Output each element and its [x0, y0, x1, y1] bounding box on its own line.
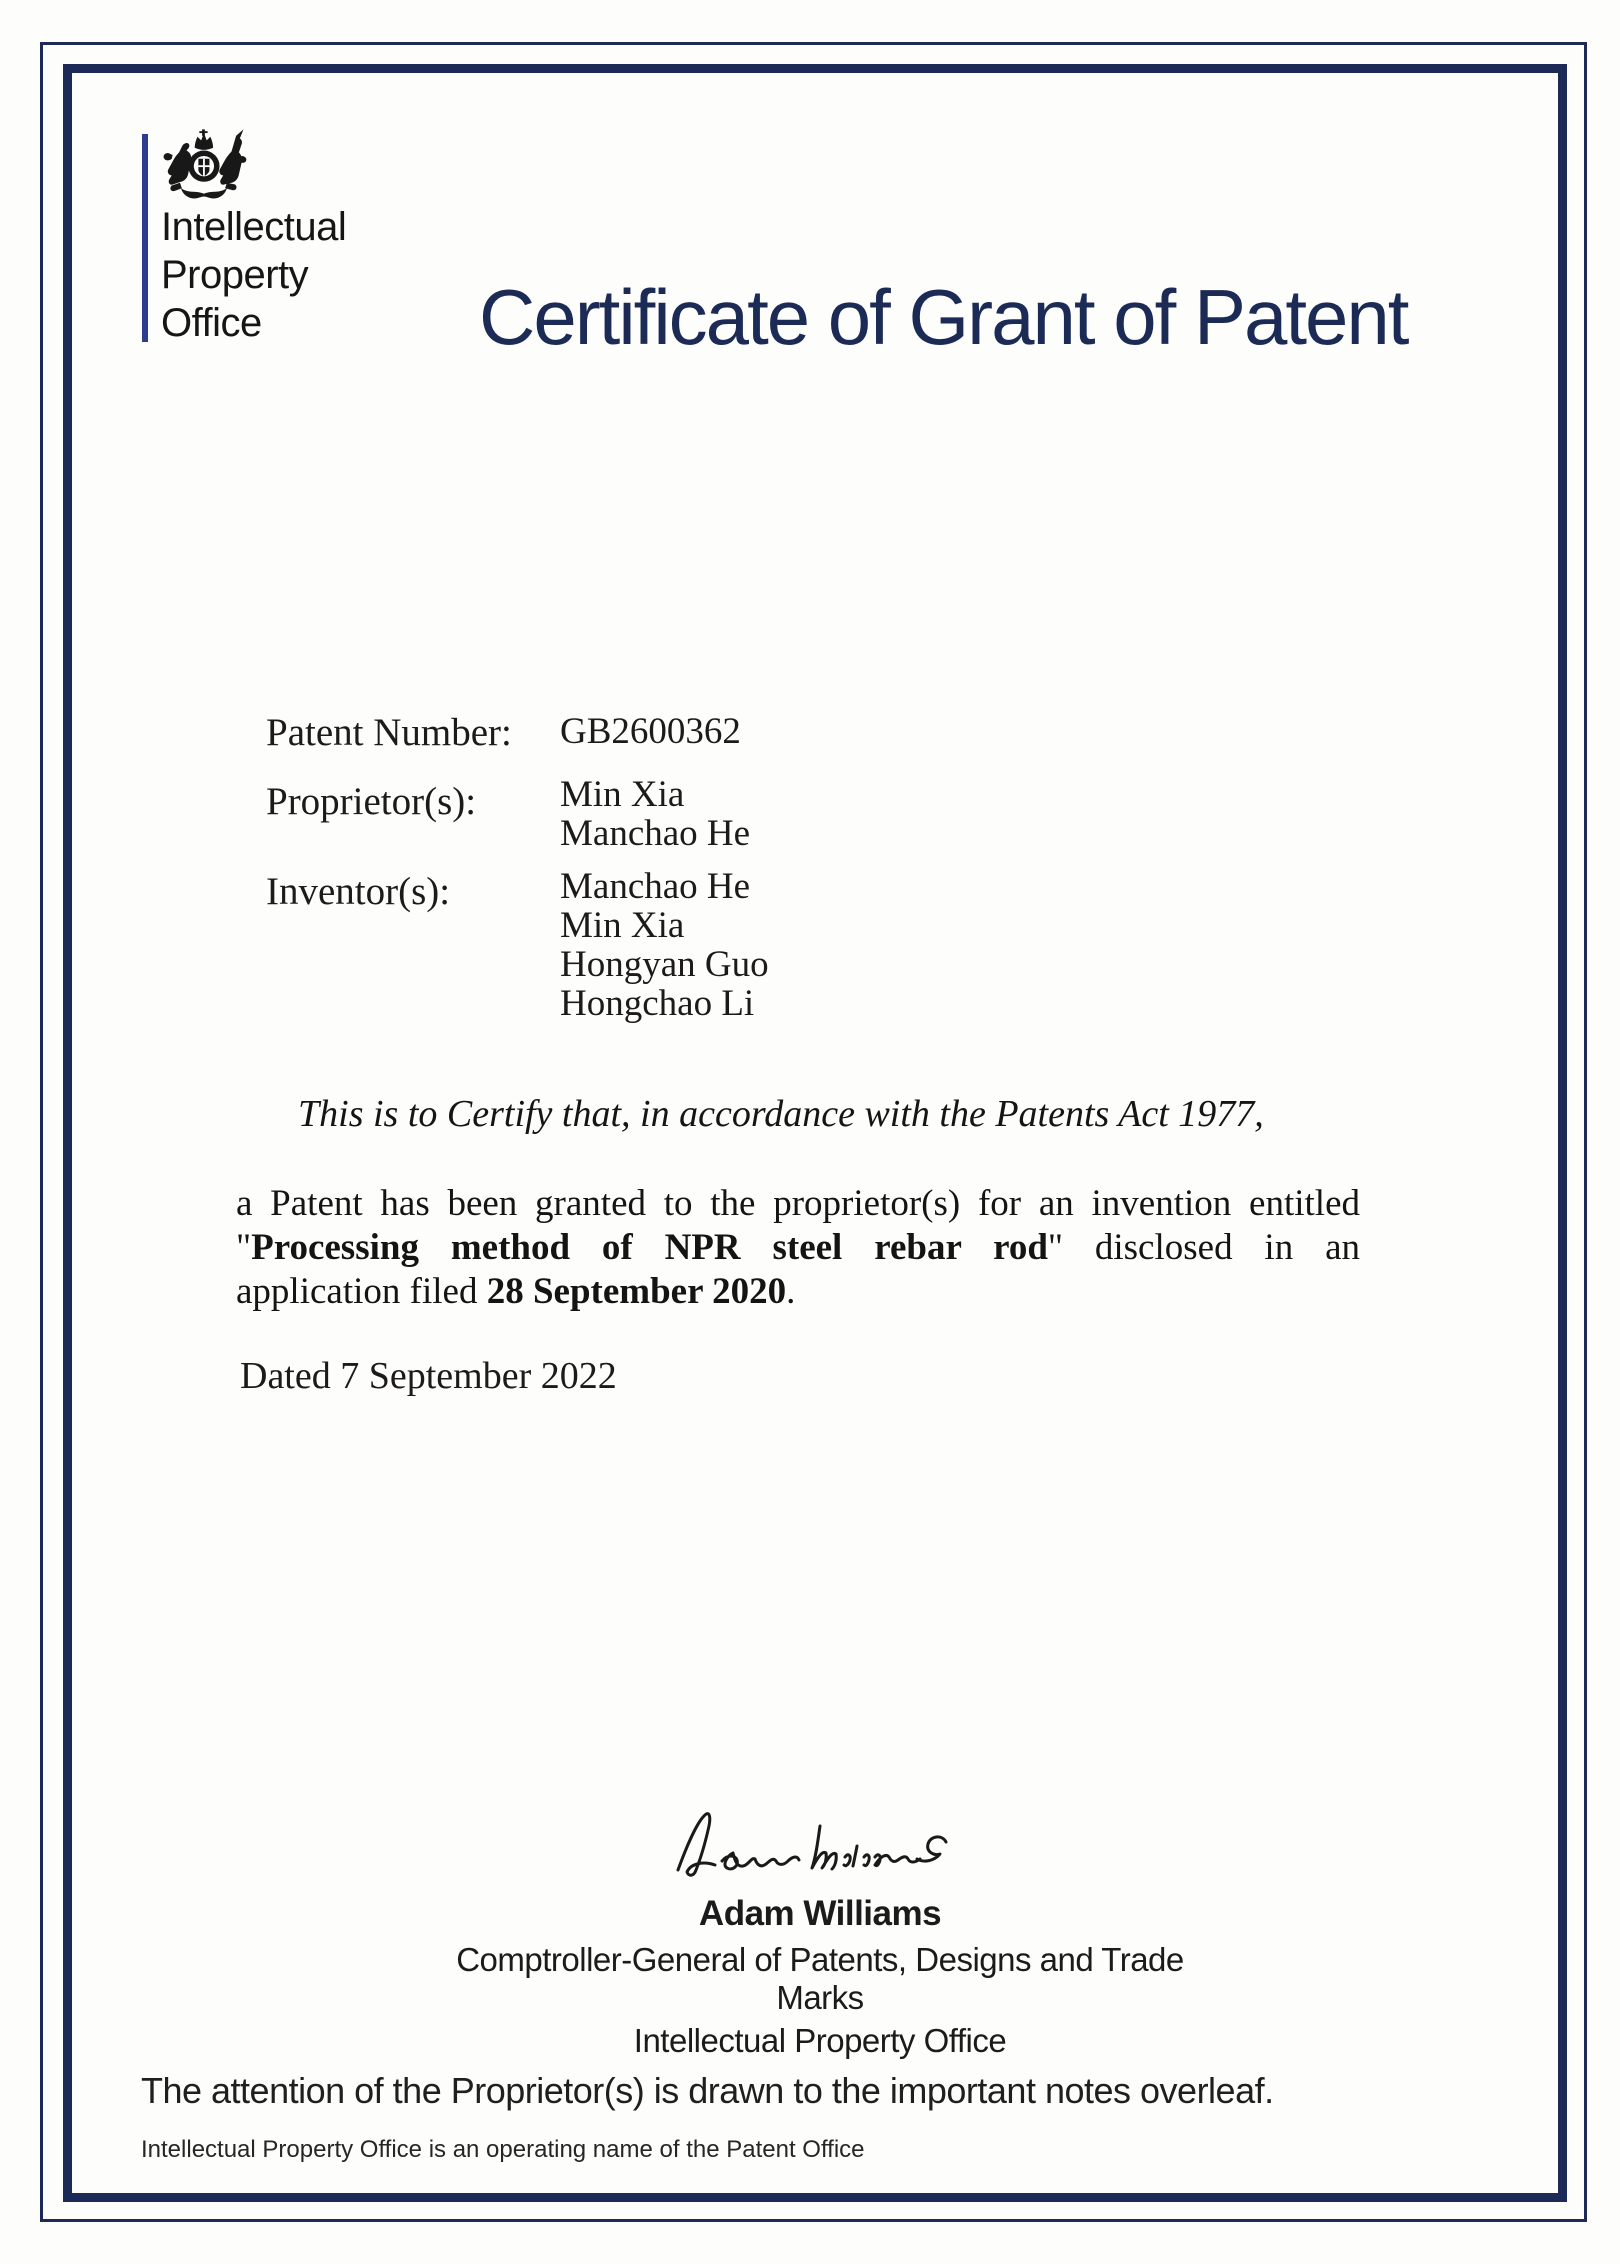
inventors-label: Inventor(s):	[266, 870, 451, 913]
grant-text: application filed	[236, 1271, 487, 1312]
operating-name-note: Intellectual Property Office is an operating name of the Patent Office	[141, 2136, 865, 2163]
signature-icon	[670, 1806, 970, 1888]
inventor-name: Manchao He	[560, 866, 751, 907]
proprietors-label: Proprietor(s):	[266, 780, 477, 823]
grant-paragraph-line	[236, 1182, 1360, 1226]
ipo-logo-wordmark	[161, 203, 346, 347]
logo-line-1: Intellectual	[161, 205, 347, 249]
inventor-name: Hongyan Guo	[560, 944, 769, 985]
signatory-role: Comptroller-General of Patents, Designs and Trade Marks	[456, 1941, 1184, 2016]
quote-mark: "	[236, 1227, 252, 1268]
logo-line-3: Office	[161, 301, 262, 345]
dated-line: Dated 7 September 2022	[240, 1355, 617, 1397]
logo-accent-bar	[142, 134, 148, 342]
filing-date: 28 September 2020	[486, 1271, 787, 1312]
patent-number-label: Patent Number:	[266, 711, 512, 754]
royal-coat-of-arms-icon	[157, 128, 249, 208]
grant-text: .	[786, 1271, 796, 1312]
signatory-office: Intellectual Property Office	[633, 2022, 1007, 2059]
proprietor-name: Min Xia	[560, 774, 685, 815]
inventor-name: Min Xia	[560, 905, 685, 946]
invention-title: Processing method of NPR steel rebar rod	[251, 1227, 1048, 1268]
signatory-name: Adam Williams	[698, 1894, 942, 1933]
grant-text: " disclosed in an	[1047, 1227, 1360, 1268]
proprietors-values	[560, 775, 750, 853]
attention-note: The attention of the Proprietor(s) is drawn to the important notes overleaf.	[141, 2070, 1274, 2111]
patent-number-value	[560, 712, 741, 751]
signature-block	[420, 1806, 1220, 2060]
grant-paragraph-line	[236, 1270, 1360, 1314]
proprietor-name: Manchao He	[560, 813, 751, 854]
inventor-name: Hongchao Li	[560, 983, 755, 1024]
grant-paragraph	[236, 1182, 1360, 1314]
inventors-values	[560, 867, 769, 1023]
grant-text: a Patent has been granted to the proprietor(s) for an invention entitled	[236, 1183, 1360, 1224]
grant-paragraph-line	[236, 1226, 1360, 1270]
certificate-title: Certificate of Grant of Patent	[479, 273, 1408, 361]
logo-line-2: Property	[161, 253, 309, 297]
certify-statement: This is to Certify that, in accordance with the Patents Act 1977,	[298, 1093, 1264, 1135]
patent-number: GB2600362	[560, 711, 741, 752]
